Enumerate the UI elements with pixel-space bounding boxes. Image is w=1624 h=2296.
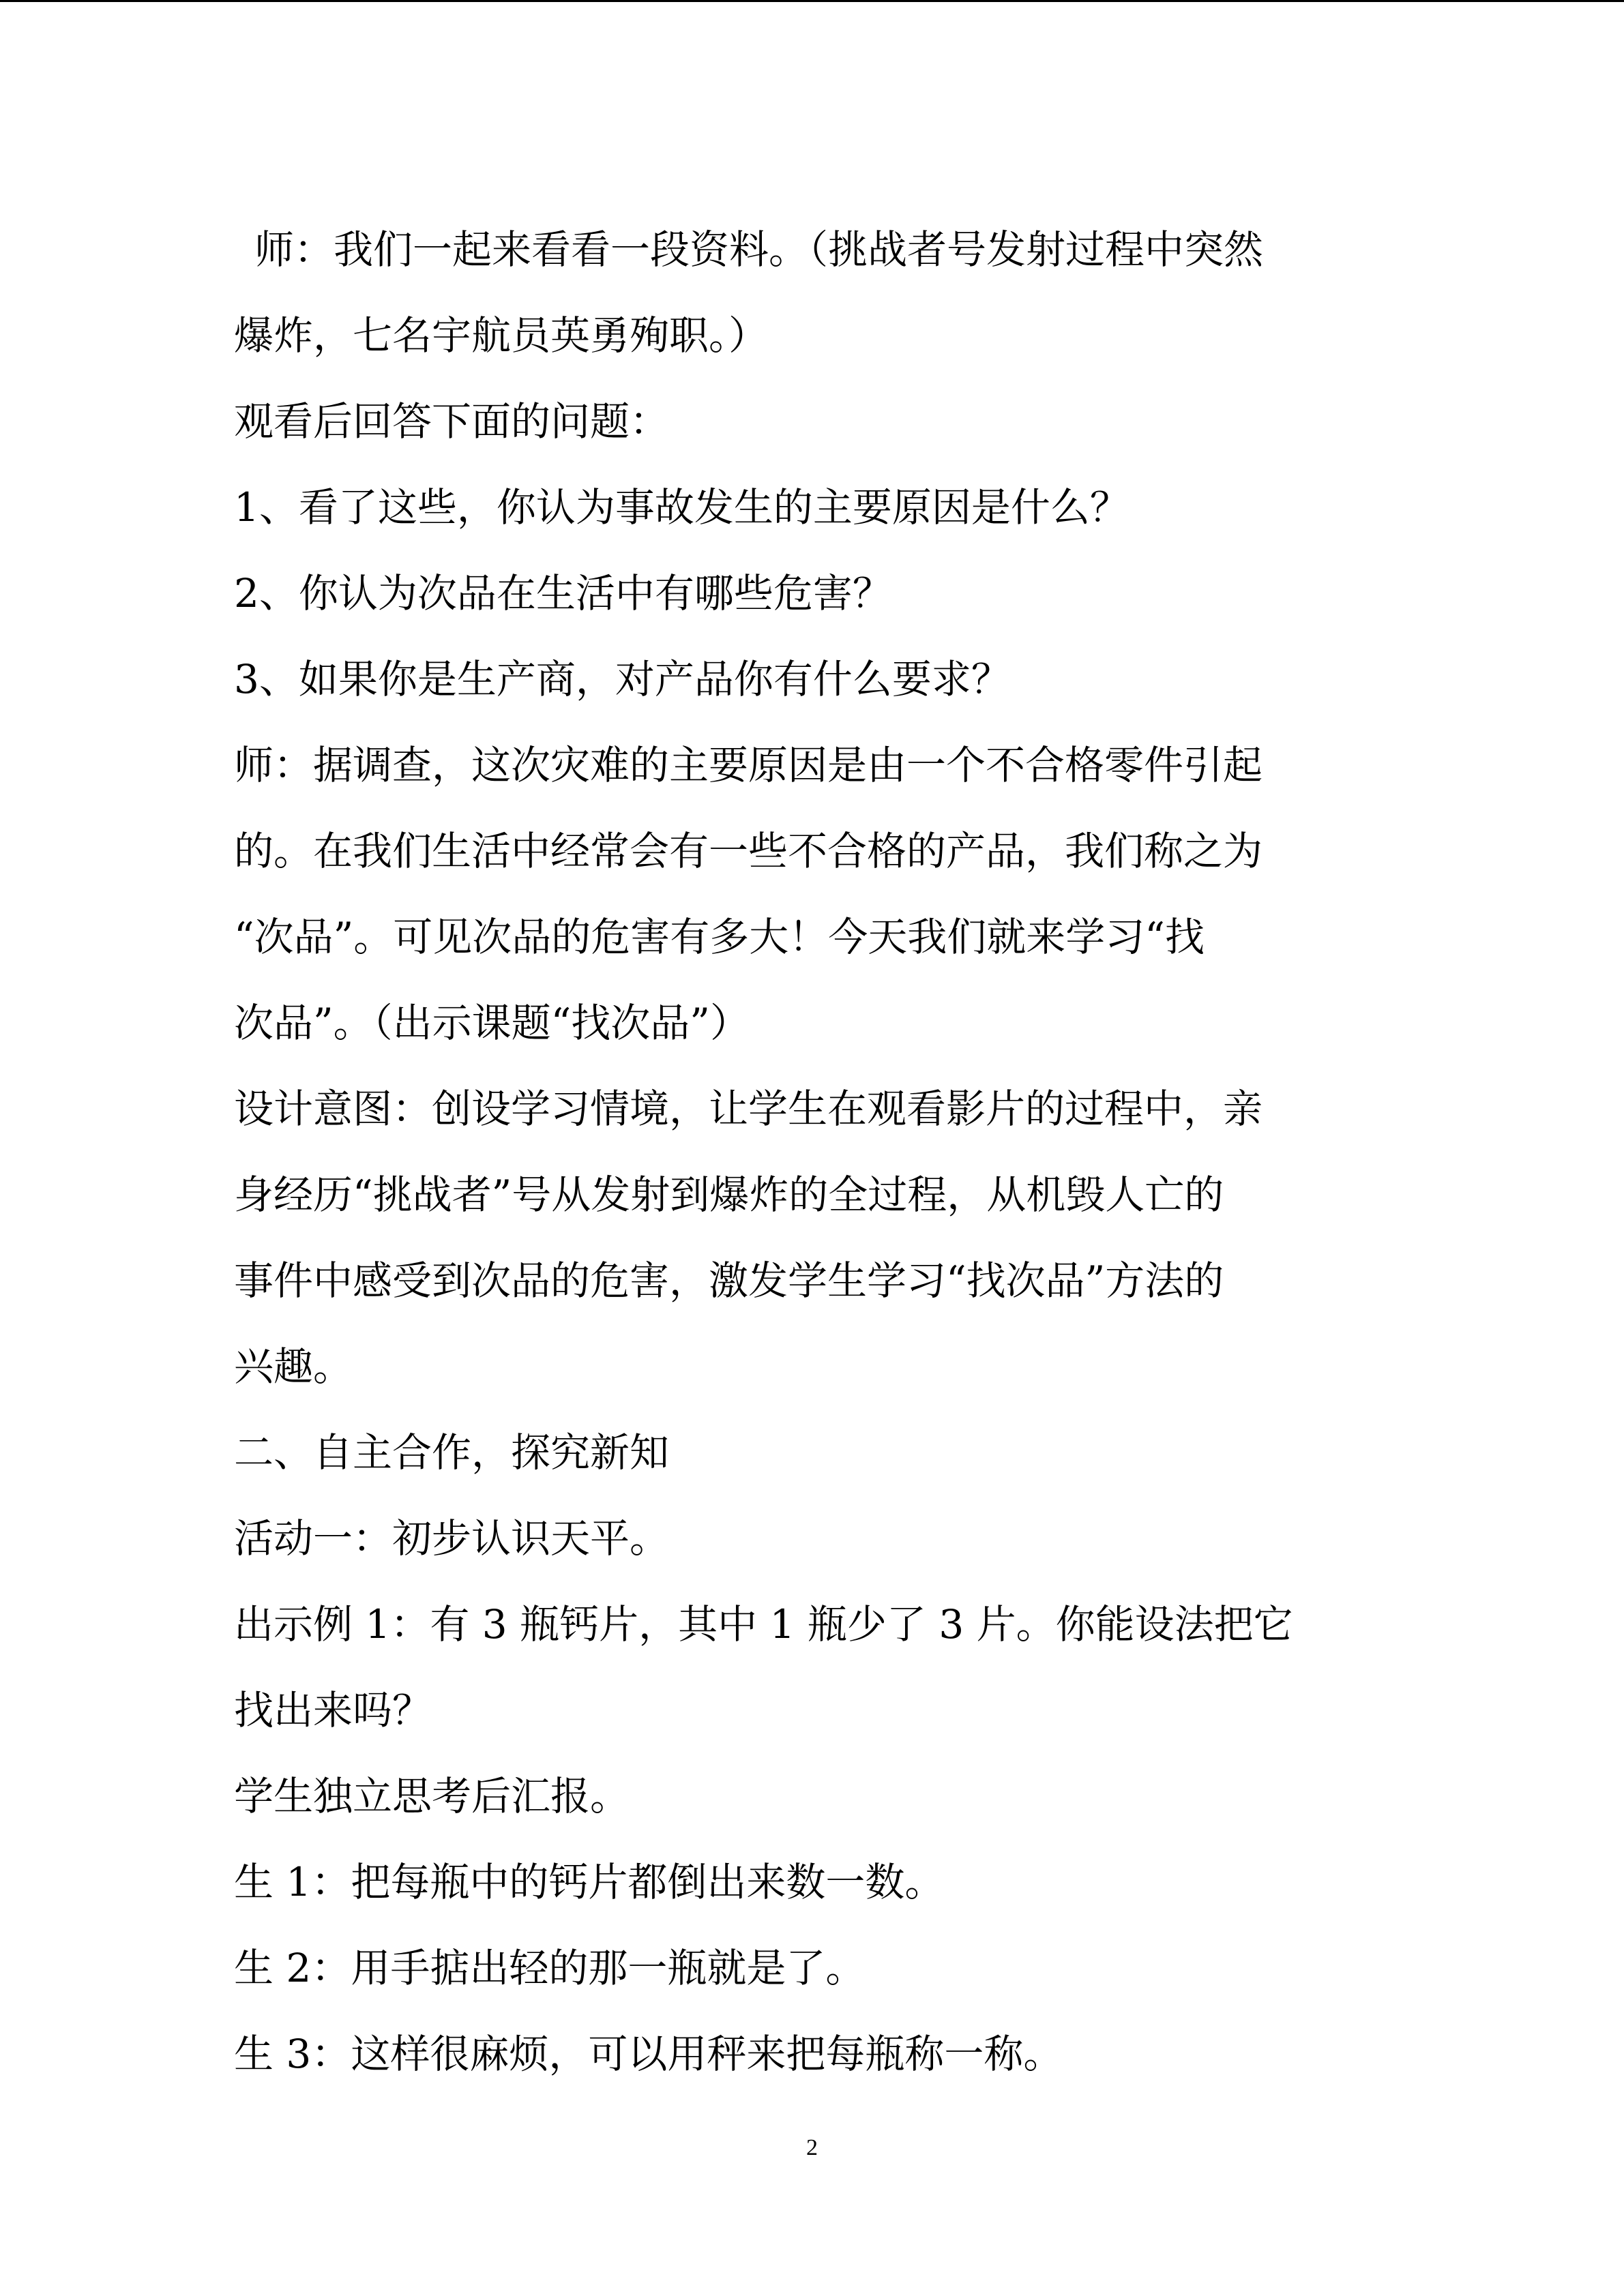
text-line: 爆炸，七名宇航员英勇殉职。） — [234, 312, 769, 359]
page-number: 2 — [806, 2135, 818, 2160]
text-line: 的。在我们生活中经常会有一些不合格的产品，我们称之为 — [234, 828, 1263, 874]
text-line: 活动一：初步认识天平。 — [234, 1515, 670, 1562]
text-line: 找出来吗？ — [234, 1687, 432, 1733]
text-line: 师：据调查，这次灾难的主要原因是由一个不合格零件引起 — [234, 742, 1263, 788]
text-line: 设计意图：创设学习情境，让学生在观看影片的过程中，亲 — [234, 1086, 1263, 1132]
text-line: 生 1：把每瓶中的钙片都倒出来数一数。 — [234, 1859, 945, 1905]
text-line: 兴趣。 — [234, 1343, 353, 1390]
text-line: 1、看了这些，你认为事故发生的主要原因是什么？ — [234, 484, 1130, 531]
text-line: 身经历“挑战者”号从发射到爆炸的全过程，从机毁人亡的 — [234, 1172, 1224, 1218]
text-line: 生 2：用手掂出轻的那一瓶就是了。 — [234, 1945, 866, 1991]
text-line: 事件中感受到次品的危害，激发学生学习“找次品”方法的 — [234, 1257, 1224, 1304]
text-line: 次品”。（出示课题“找次品”） — [234, 1000, 750, 1046]
text-line: 生 3：这样很麻烦，可以用秤来把每瓶称一称。 — [234, 2031, 1063, 2077]
text-line: 2、你认为次品在生活中有哪些危害？ — [234, 570, 892, 616]
section-heading: 二、自主合作，探究新知 — [234, 1429, 670, 1476]
text-line: 师：我们一起来看看一段资料。（挑战者号发射过程中突然 — [254, 226, 1264, 273]
text-line: “次品”。可见次品的危害有多大！今天我们就来学习“找 — [234, 914, 1205, 960]
text-line: 学生独立思考后汇报。 — [234, 1773, 630, 1819]
text-line: 3、如果你是生产商，对产品你有什么要求？ — [234, 656, 1011, 702]
text-line: 观看后回答下面的问题： — [234, 398, 670, 445]
page-body — [234, 207, 1393, 2097]
text-line: 出示例 1：有 3 瓶钙片，其中 1 瓶少了 3 片。你能设法把它 — [234, 1601, 1293, 1648]
